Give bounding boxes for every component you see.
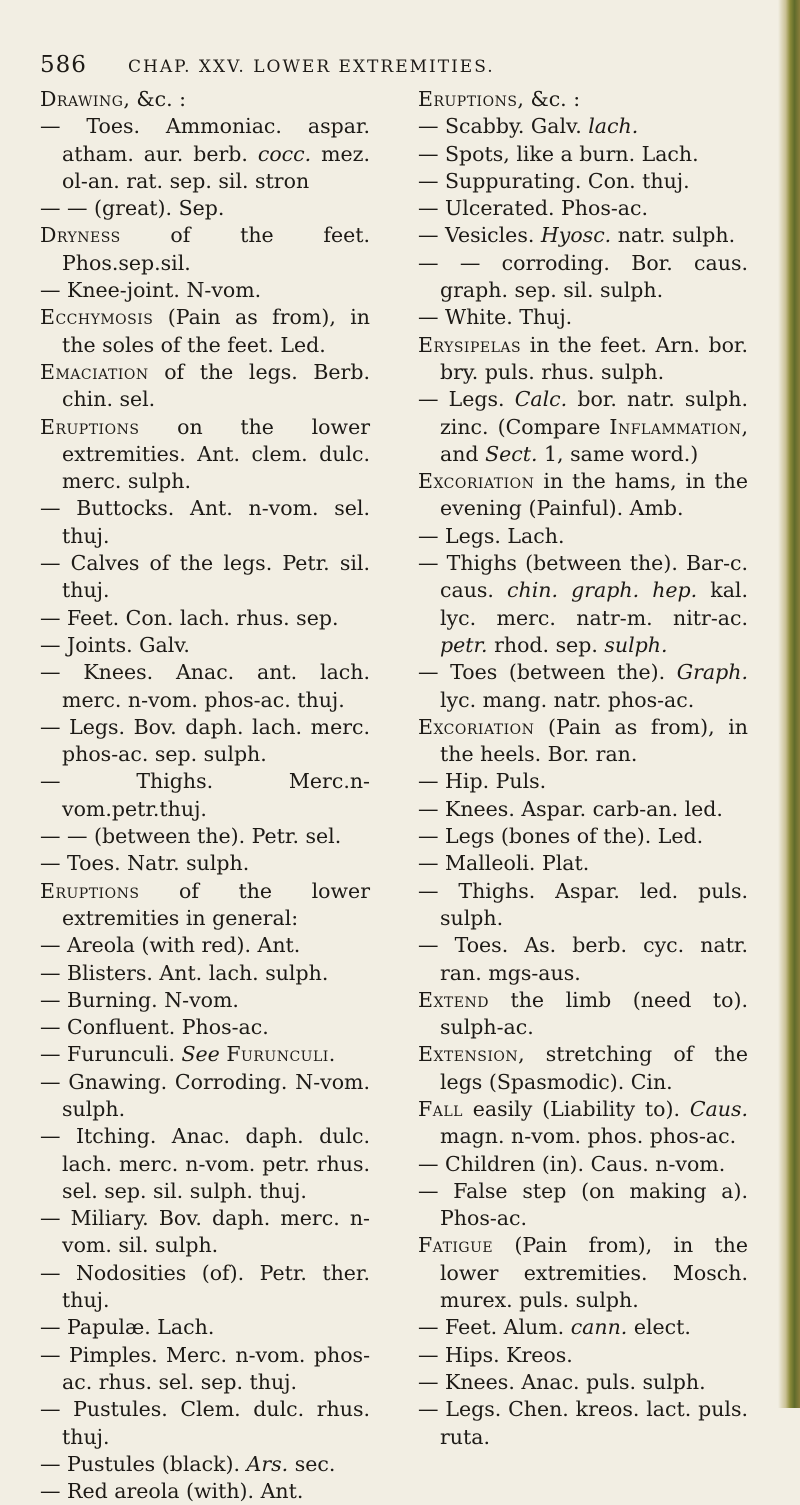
entry-text: — Thighs. Merc.n-vom.petr.thuj. [40, 769, 370, 821]
index-entry [418, 823, 748, 850]
entry-text: — Nodosities (of). Petr. ther. thuj. [40, 1260, 370, 1313]
entry-text: — Legs. [418, 387, 515, 412]
index-entry [418, 1178, 748, 1233]
entry-text: lyc. mang. natr. phos-ac. [440, 687, 695, 712]
index-entry [418, 168, 748, 195]
index-entry [40, 1205, 370, 1260]
index-entry [418, 1151, 748, 1178]
index-entry [40, 495, 370, 550]
entry-text: — Burning. N-vom. [40, 987, 239, 1012]
entry-text: — Hip. Puls. [418, 769, 547, 794]
index-entry [40, 550, 370, 605]
entry-text: the limb (need to). sulph-ac. [440, 987, 748, 1040]
entry-text: , &c. : [517, 87, 581, 111]
entry-text: Graph. [676, 660, 748, 685]
entry-text: — Spots, like a burn. Lach. [418, 141, 699, 166]
entry-text: lach. [588, 114, 639, 139]
index-entry [418, 332, 748, 387]
entry-text: — Toes (between the). [418, 660, 677, 685]
index-entry [418, 386, 748, 468]
index-entry [40, 359, 370, 414]
index-entry [40, 987, 370, 1014]
index-entry [40, 960, 370, 987]
entry-text: — Confluent. Phos-ac. [40, 1015, 269, 1040]
entry-text: cocc. [257, 141, 312, 166]
entry-text: bor. natr. sulph. zinc. (Compare [440, 387, 748, 439]
entry-text: — False step (on making a). Phos-ac. [418, 1178, 748, 1231]
index-entry [40, 605, 370, 632]
entry-text: — Gnawing. Corroding. N-vom. sulph. [40, 1069, 370, 1121]
entry-text: — Knees. Aspar. carb-an. led. [418, 796, 723, 821]
index-entry [418, 550, 748, 659]
entry-text: — Vesicles. [418, 223, 541, 248]
index-entry [418, 987, 748, 1042]
entry-text: — White. Thuj. [418, 305, 573, 330]
entry-heading: Erysipelas [418, 332, 522, 357]
entry-heading: Excoriation [418, 714, 535, 739]
entry-text: — Toes. Natr. sulph. [40, 851, 250, 876]
index-entry [40, 878, 370, 933]
entry-heading: Eruptions [418, 87, 518, 111]
entry-heading: Emaciation [40, 359, 149, 384]
entry-heading: Fatigue [418, 1233, 494, 1258]
index-entry [418, 1314, 748, 1341]
entry-text: — Miliary. Bov. daph. merc. n-vom. sil. sulph. [40, 1206, 370, 1258]
entry-heading: Excoriation [418, 469, 535, 494]
entry-text: in the feet. Arn. bor. bry. puls. rhus. sulph. [440, 332, 748, 384]
index-entry [40, 850, 370, 877]
entry-text: — Red areola (with). Ant. [40, 1479, 304, 1504]
entry-text: (Pain from), in the lower extremities. Mosch. murex. puls. sulph. [440, 1233, 748, 1313]
entry-heading: Extension [418, 1042, 519, 1067]
entry-text: — Hips. Kreos. [418, 1342, 573, 1367]
entry-text: elect. [627, 1315, 691, 1340]
index-entry [40, 1396, 370, 1451]
index-entry [40, 1478, 370, 1505]
entry-text: sec. [288, 1451, 336, 1476]
index-entry [40, 714, 370, 769]
index-entry [40, 277, 370, 304]
entry-heading: Eruptions [40, 414, 140, 439]
entry-text: mez. ol-an. rat. sep. sil. stron [62, 141, 371, 193]
index-entry [40, 932, 370, 959]
index-entry [418, 86, 748, 113]
entry-text: kal. lyc. merc. natr-m. nitr-ac. [440, 578, 748, 630]
entry-text: 1, same word.) [537, 441, 699, 466]
entry-text: in the hams, in the evening (Painful). Amb. [440, 469, 748, 521]
index-entry [40, 1342, 370, 1397]
index-entry [418, 796, 748, 823]
index-entry [40, 113, 370, 195]
entry-text: — Legs (bones of the). Led. [418, 824, 704, 849]
entry-text: magn. n-vom. phos. phos-ac. [440, 1124, 737, 1149]
entry-text: — Calves of the legs. Petr. sil. thuj. [40, 551, 370, 603]
index-entry [418, 659, 748, 714]
entry-text: — Malleoli. Plat. [418, 851, 590, 876]
entry-text: — Buttocks. Ant. n-vom. sel. thuj. [40, 496, 370, 548]
index-entry [418, 1096, 748, 1151]
entry-text: — Legs. Chen. kreos. lact. puls. ruta. [418, 1397, 748, 1449]
entry-text: , &c. : [123, 87, 187, 111]
index-entry [418, 468, 748, 523]
index-entry [40, 1260, 370, 1315]
index-entry [40, 768, 370, 823]
entry-text: — Knees. Anac. ant. lach. merc. n-vom. phos-ac. thuj. [40, 660, 370, 712]
entry-text: — — (between the). Petr. sel. [40, 824, 342, 849]
index-entry [40, 86, 370, 113]
index-entry [40, 1069, 370, 1124]
entry-text: of the lower extremities in general: [62, 878, 370, 930]
entry-text: Sect. [485, 441, 538, 466]
entry-text: — Itching. Anac. daph. dulc. lach. merc. n-vom. petr. rhus. sel. sep. sil. sulph. thuj. [40, 1124, 370, 1203]
entry-heading: Inflammation [609, 414, 742, 439]
entry-heading: Ecchymosis [40, 305, 154, 330]
index-entry [40, 659, 370, 714]
entry-text: — Areola (with red). Ant. [40, 933, 301, 958]
entry-text: Calc. [514, 387, 568, 412]
index-entry [418, 1232, 748, 1314]
index-entry [40, 195, 370, 222]
index-entry [40, 1314, 370, 1341]
entry-text: — Ulcerated. Phos-ac. [418, 196, 649, 221]
index-entry [418, 1041, 748, 1096]
index-entry [418, 1342, 748, 1369]
entry-heading: Dryness [40, 223, 121, 248]
entry-text: — Knee-joint. N-vom. [40, 278, 262, 303]
index-entry [418, 932, 748, 987]
entry-text: — Feet. Con. lach. rhus. sep. [40, 605, 339, 630]
entry-text: petr. [440, 632, 488, 657]
index-entry [418, 523, 748, 550]
entry-text: — Feet. Alum. [418, 1315, 571, 1340]
entry-text: cann. [570, 1315, 628, 1340]
entry-text: rhod. sep. [487, 632, 605, 657]
entry-text: — Blisters. Ant. lach. sulph. [40, 960, 329, 985]
index-entry [418, 222, 748, 249]
index-entry [40, 632, 370, 659]
entry-text: of the legs. Berb. chin. sel. [62, 359, 370, 412]
index-entry [418, 195, 748, 222]
index-entry [40, 1014, 370, 1041]
entry-text: (Pain as from), in the heels. Bor. ran. [440, 714, 748, 767]
index-entry [418, 141, 748, 168]
entry-text: natr. sulph. [611, 223, 736, 248]
entry-text: chin. graph. hep. [507, 578, 698, 603]
entry-text: See [181, 1042, 220, 1067]
index-entry [40, 823, 370, 850]
page-number: 586 [40, 52, 87, 78]
entry-heading: Fall [418, 1096, 463, 1121]
index-entry [418, 1396, 748, 1451]
entry-text: — — (great). Sep. [40, 196, 225, 221]
entry-text: easily (Liability to). [462, 1096, 690, 1121]
index-entry [418, 850, 748, 877]
running-title: CHAP. XXV. LOWER EXTREMITIES. [128, 57, 495, 77]
index-entry [418, 304, 748, 331]
index-entry [40, 1123, 370, 1205]
left-column [40, 86, 370, 1505]
entry-text: — Pimples. Merc. n-vom. phos-ac. rhus. sel. sep. thuj. [40, 1342, 370, 1394]
index-entry [418, 878, 748, 933]
index-entry [418, 1369, 748, 1396]
entry-text: , and [440, 414, 748, 466]
entry-text: — Papulæ. Lach. [40, 1315, 215, 1340]
entry-text: — Suppurating. Con. thuj. [418, 168, 690, 193]
entry-text: on the lower extremities. Ant. clem. dulc. merc. sulph. [62, 414, 370, 494]
page-edge-binding [778, 0, 800, 1408]
entry-text: — Thighs. Aspar. led. puls. sulph. [418, 878, 748, 930]
entry-text: — Pustules. Clem. dulc. rhus. thuj. [40, 1397, 370, 1449]
index-entry [40, 1041, 370, 1068]
entry-text: Caus. [689, 1096, 748, 1121]
entry-text: — Joints. Galv. [40, 632, 190, 657]
entry-text: — Children (in). Caus. n-vom. [418, 1151, 726, 1176]
entry-heading: Drawing [40, 87, 124, 111]
entry-text: — Thighs (between the). Bar-c. caus. [418, 551, 748, 603]
entry-text: Ars. [246, 1451, 289, 1476]
index-entry [40, 304, 370, 359]
entry-text: — — corroding. Bor. caus. graph. sep. sil. sulph. [418, 250, 748, 303]
entry-text: — Knees. Anac. puls. sulph. [418, 1369, 706, 1394]
right-column [418, 86, 748, 1451]
index-entry [40, 222, 370, 277]
index-entry [40, 414, 370, 496]
entry-text: sulph. [604, 632, 668, 657]
index-entry [418, 714, 748, 769]
index-entry [418, 250, 748, 305]
entry-text: — Furunculi. [40, 1042, 182, 1067]
entry-text: . [328, 1042, 336, 1067]
entry-text: — Pustules (black). [40, 1451, 247, 1476]
entry-text: — Legs. Lach. [418, 523, 565, 548]
index-entry [40, 1451, 370, 1478]
index-entry [418, 113, 748, 140]
entry-text: — Legs. Bov. daph. lach. merc. phos-ac. sep. sulph. [40, 714, 370, 767]
entry-text: — Scabby. Galv. [418, 114, 589, 139]
index-entry [418, 768, 748, 795]
entry-heading: Furunculi [226, 1042, 329, 1067]
entry-heading: Eruptions [40, 878, 140, 903]
entry-heading: Extend [418, 987, 489, 1012]
entry-text: of the feet. Phos.sep.sil. [62, 223, 370, 275]
entry-text: — Toes. As. berb. cyc. natr. ran. mgs-aus. [418, 933, 748, 985]
entry-text: — Toes. Ammoniac. aspar. atham. aur. berb. [40, 114, 370, 166]
page-header [40, 52, 740, 82]
entry-text: Hyosc. [540, 223, 612, 248]
entry-text: , stretching of the legs (Spasmodic). Cin. [440, 1042, 748, 1094]
entry-text: (Pain as from), in the soles of the feet. Led. [62, 305, 370, 357]
